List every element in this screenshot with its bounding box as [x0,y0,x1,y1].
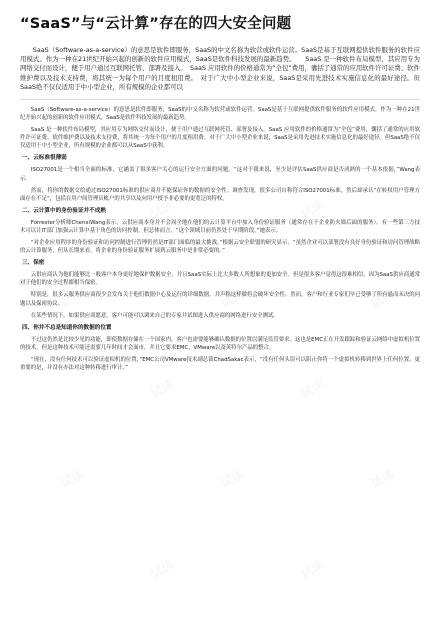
watermark-text: 试读 [368,466,397,491]
section-paragraph: Forrester分析师ChenxiWang表示，云供应商本身并不会周全地在他们的云计算平台中加入身份验证服务（通常存在于企业防火墙后面的服务）。有一些第三方技术可以让IT部门加强云计算中基于角色的访问控制。但总体而言，“这个领域目前仍然处于早期阶段，”她表示。 [20,219,420,234]
body-paragraph: SaaS（Software-as-a-service）的意思是软件即服务，SaaS的中文名称为软营或软件运营。SaaS是基于互联网提供软件服务的软件应用模式。作为一种在21世纪开始兴起的创新的软件应用模式，SaaS是软件科技发展的最新趋势。 [20,107,420,122]
section-paragraph: “现在，没有任何技术可以验证虚拟机的位置，”EMC公司VMware技术副总裁ChadSakac表示，“没有任何头误可以阻止你将一个虚拟机转移到世界上任何位置，更重要的是，并没有办法对这种转移进行审计。” [20,356,420,371]
section-heading: 三、保密 [22,260,45,267]
body-paragraph: SaaS 是一种软件布局模型，其应用专为网络交付而设计，便于用户通过互联网托管、部署及接入。SaaS 应用软件的价格通常为“全包”费用，囊括了通常的应用软件许可证费、软件维护费以及技术支持费，将其统一为每个用户的月度租用费。对于广大中小型企业来说，SaaS是采用先进技术实施信息化的最好途径。但SaaS绝不仅仅适用于中小型企业，所有规模的企业都可以从SaaS中获利。 [20,127,420,150]
watermark-text: 试读 [218,286,247,311]
watermark-text: 试读 [218,466,247,491]
watermark-text: 试读 [298,196,327,221]
section-paragraph: 云供应商认为他们能够比一般客户本身更好地保护数据安全，并且SaaS实际上比大多数人所想象的更加安全。但是很多客户觉得这很难相信，因为SaaS供应商通常对于他们的安全过程都相当保密。 [20,272,420,287]
section-paragraph: 然而，将你的数据交给通过ISO27001标准的供应商并不能保证你的数据的安全性。调查发现，很多公司自称符合ISO27001标准，然后却承认“在转权用户管理方面存在不足”，包括在用户间管理员帐户的共享以及向用户授予非必要的更宽泛的特权。 [20,187,420,202]
section-paragraph: ISO27001是一个相当全面的标准，它涵盖了很多客户关心的运行安全方面的问题。“这对于我来说，至少是评估SaaS供应商是否成熟的一个基本依据，”Wang表示。 [20,167,420,182]
intro-paragraph: SaaS（Software-as-a-service）的意思是软件即服务，SaaS的中文名称为软营或软件运营。SaaS是基于互联网提供软件服务的软件应用模式。作为一种在21世纪开始兴起的创新的软件应用模式，SaaS是软件科技发展的最新趋势。 SaaS 是一种软件布局模型，其应用专为网络交付而设计，便于用户通过互联网托管、部署及接入。 SaaS 应用软件的价格通常为“全包”费用，囊括了通常的应用软件许可证费、软件维护费以及技术支持费，将其统一为每个用户的月度租用费。 对于广大中小型企业来说，SaaS是采用先进技术实施信息化的最好途径。但SaaS绝不仅仅适用于中小型企业，所有规模的企业都可以 [20,46,420,91]
section-paragraph: “对企业应用程序的身份验证和访问控制进行管理仍然是IT部门面临的最大挑战，”根据云安全联盟的研究显示，“虽然企业可以部署没有良好身份验证和访问管理战略的云计算服务，但从长期来看，将企业的身份验证服务扩展到云服务中是非常必要的。” [20,240,420,255]
watermark-text: 试读 [148,196,177,221]
section-heading: 一、云标准很薄弱 [22,155,67,162]
watermark-text: 试读 [368,286,397,311]
watermark-text: 试读 [298,376,327,401]
watermark-text: 试读 [148,556,177,581]
section-paragraph: 不过这仍然是比较少见的功能，即使数据存储在一个国家内，客户也需要能够确认数据的位置以满足监管要求。这也是EMC正在开发跟踪和验证云网络中虚拟机位置的技术，但是这种技术可能还需要几年时间才会面市，并且它要求EMC、VMware以及英特尔产品的整合。 [20,336,420,351]
section-divider [20,99,420,100]
watermark-text: 试读 [58,286,87,311]
section-paragraph: 特别是，很多云服务供应商很少会发布关于他们数据中心及运行的详细数据，并声称这样做将会破坏安全性。然而，客户和行业专家们早已受够了所有悬而未决的问题以及保密协议。 [20,292,420,307]
section-heading: 二、云计算中的身份验证并不成熟 [22,207,106,214]
section-paragraph: 在某些情况下，如果供应商愿意，客户可能可以调来自己的专家并试图进入供应商的网络进行安全测试。 [30,312,279,319]
page-title: “SaaS”与“云计算”存在的四大安全问题 [20,16,292,32]
watermark-text: 试读 [298,556,327,581]
section-heading: 四、你并不总是知道你的数据的位置 [22,324,112,331]
watermark-text: 试读 [58,466,87,491]
watermark-text: 试读 [148,376,177,401]
